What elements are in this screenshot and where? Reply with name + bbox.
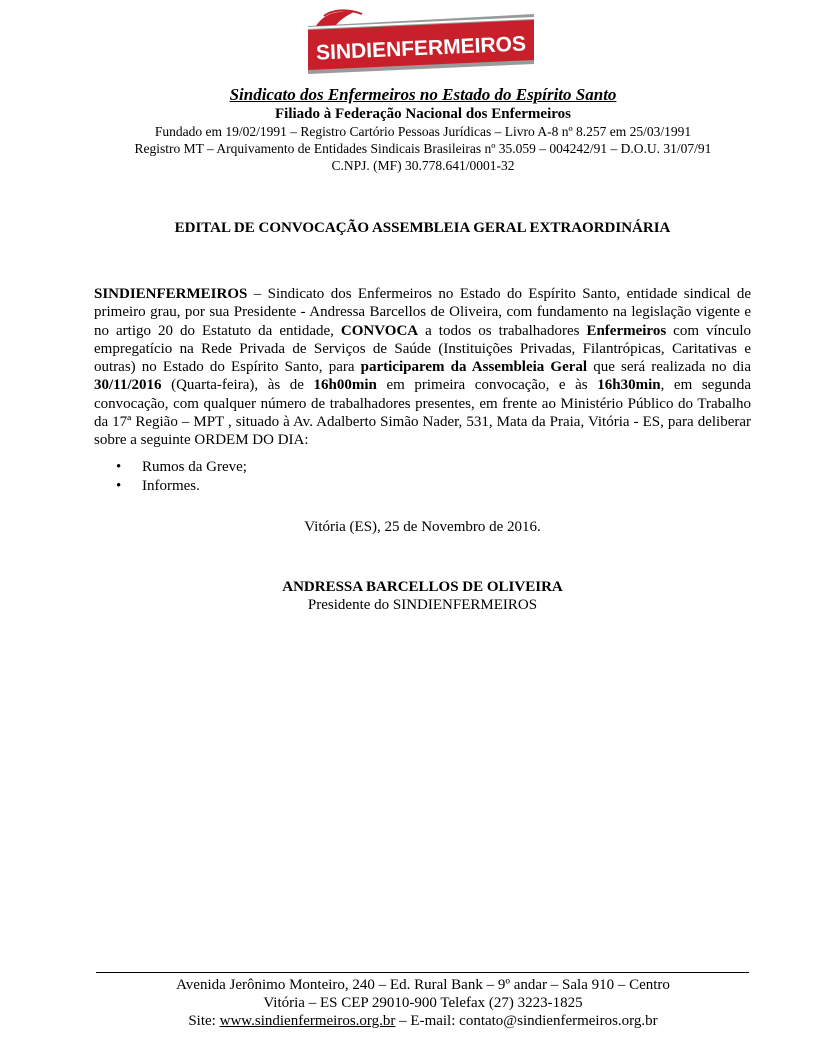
nurse-cap-logo-icon (306, 8, 536, 78)
enfermeiros-keyword: Enfermeiros (586, 322, 667, 339)
org-name: SINDIENFERMEIROS (94, 286, 248, 302)
org-registry-line: Registro MT – Arquivamento de Entidades Sindicais Brasileiras nº 35.059 – 004242/91 – D.O.U. 31/07/91 (134, 141, 712, 156)
second-call-time: 16h30min (597, 377, 661, 394)
signatory-role: Presidente do SINDIENFERMEIROS (307, 597, 538, 613)
footer-contact: Site: www.sindienfermeiros.org.br – E-mail: contato@sindienfermeiros.org.br (188, 1013, 658, 1029)
list-item: • Informes. (116, 477, 200, 494)
place-and-date: Vitória (ES), 25 de Novembro de 2016. (304, 519, 541, 535)
footer-divider (96, 972, 749, 973)
org-cnpj-line: C.NPJ. (MF) 30.778.641/0001-32 (331, 158, 515, 173)
meeting-date: 30/11/2016 (94, 377, 162, 394)
document-title: EDITAL DE CONVOCAÇÃO ASSEMBLEIA GERAL EXTRAORDINÁRIA (174, 220, 671, 236)
signatory-name: ANDRESSA BARCELLOS DE OLIVEIRA (282, 579, 563, 595)
email-address[interactable]: contato@sindienfermeiros.org.br (459, 1013, 658, 1029)
org-title: Sindicato dos Enfermeiros no Estado do Espírito Santo (229, 85, 617, 104)
convocation-body: SINDIENFERMEIROS – Sindicato dos Enfermeiros no Estado do Espírito Santo, entidade sindical de primeiro grau, por sua Presidente - Andressa Barcellos de Oliveira, com fundamento na legislação vigente e no artigo 20 do Estatuto da entidade, CONVOCA a todos os trabalhadores Enfermeiros com vínculo empregatício na Rede Privada de Serviços de Saúde (Instituições Privadas, Filantrópicas, Caritativas e outras) no Estado do Espírito Santo, para participarem da Assembleia Geral que será realizada no dia 30/11/2016 (Quarta-feira), às de 16h00min em primeira convocação, e às 16h30min, em segunda convocação, com qualquer número de trabalhadores presentes, em frente ao Ministério Público do Trabalho da 17ª Região – MPT , situado à Av. Adalberto Simão Nader, 531, Mata da Praia, Vitória - ES, para deliberar sobre a seguinte ORDEM DO DIA: (94, 286, 751, 449)
footer-address: Avenida Jerônimo Monteiro, 240 – Ed. Rural Bank – 9º andar – Sala 910 – Centro (176, 977, 670, 993)
logo-text: SINDIENFERMEIROS (315, 32, 527, 65)
logo (306, 8, 536, 78)
bullet-icon: • (116, 477, 122, 494)
org-founding-line: Fundado em 19/02/1991 – Registro Cartório Pessoas Jurídicas – Livro A-8 nº 8.257 em 25/03/1991 (154, 124, 692, 139)
org-affiliation: Filiado à Federação Nacional dos Enfermeiros (275, 106, 571, 122)
assembly-phrase: participarem da Assembleia Geral (360, 359, 588, 376)
website-link[interactable]: www.sindienfermeiros.org.br (219, 1013, 396, 1029)
agenda-list (94, 458, 247, 495)
footer-city-phone: Vitória – ES CEP 29010-900 Telefax (27) 3223-1825 (263, 995, 583, 1011)
list-item: • Rumos da Greve; (116, 459, 247, 475)
logo-cap-swoosh (316, 12, 354, 26)
bullet-icon: • (116, 459, 122, 475)
convoca-keyword: CONVOCA (340, 322, 419, 339)
first-call-time: 16h00min (313, 377, 377, 394)
